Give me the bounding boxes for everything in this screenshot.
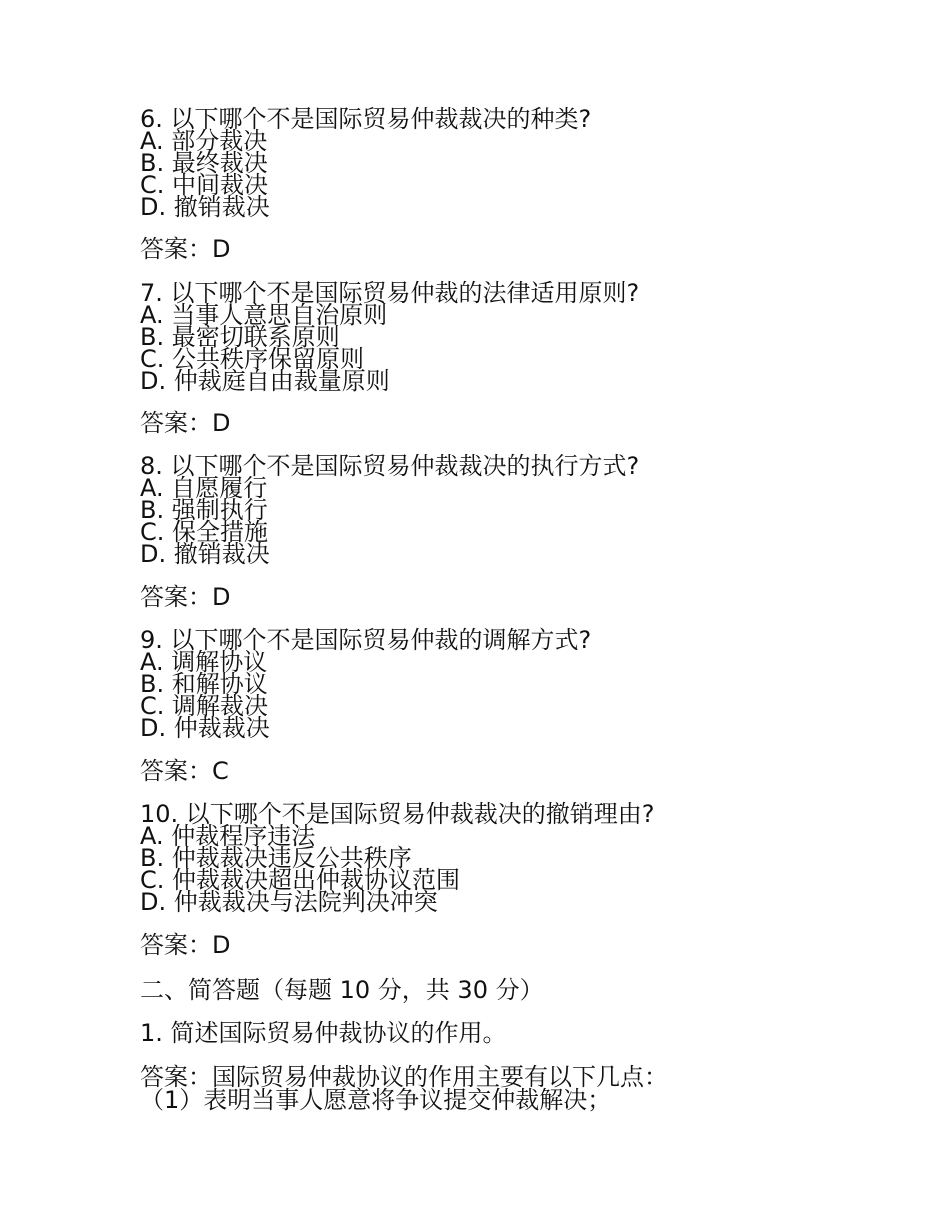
question-10 — [140, 800, 655, 916]
option-d: D. 仲裁裁决 — [140, 714, 270, 742]
option-c: C. 仲裁裁决超出仲裁协议范围 — [140, 866, 461, 894]
option-d: D. 仲裁裁决与法院判决冲突 — [140, 888, 438, 916]
answer-7: 答案：D — [140, 409, 231, 437]
option-d: D. 撤销裁决 — [140, 193, 270, 221]
option-c: C. 保全措施 — [140, 518, 269, 546]
question-6 — [140, 105, 592, 221]
question-stem: 6. 以下哪个不是国际贸易仲裁裁决的种类? — [140, 105, 592, 133]
option-b: B. 最终裁决 — [140, 149, 268, 177]
option-c: C. 中间裁决 — [140, 171, 269, 199]
option-b: B. 最密切联系原则 — [140, 323, 340, 351]
option-d: D. 撤销裁决 — [140, 540, 270, 568]
question-8 — [140, 452, 640, 568]
question-stem: 8. 以下哪个不是国际贸易仲裁裁决的执行方式? — [140, 452, 640, 480]
option-a: A. 调解协议 — [140, 648, 268, 676]
question-stem: 7. 以下哪个不是国际贸易仲裁的法律适用原则? — [140, 279, 640, 307]
question-9 — [140, 626, 592, 742]
short-answer-1-item-1: （1）表明当事人愿意将争议提交仲裁解决； — [140, 1086, 612, 1114]
option-a: A. 部分裁决 — [140, 127, 268, 155]
option-b: B. 强制执行 — [140, 496, 268, 524]
option-a: A. 自愿履行 — [140, 474, 268, 502]
option-a: A. 当事人意思自治原则 — [140, 301, 388, 329]
option-a: A. 仲裁程序违法 — [140, 822, 316, 850]
option-b: B. 仲裁裁决违反公共秩序 — [140, 844, 412, 872]
option-c: C. 公共秩序保留原则 — [140, 345, 365, 373]
short-answer-1-intro: 答案：国际贸易仲裁协议的作用主要有以下几点： — [140, 1063, 668, 1091]
option-c: C. 调解裁决 — [140, 692, 269, 720]
answer-10: 答案：D — [140, 931, 231, 959]
option-b: B. 和解协议 — [140, 670, 268, 698]
short-question-1: 1. 简述国际贸易仲裁协议的作用。 — [140, 1019, 507, 1047]
question-stem: 10. 以下哪个不是国际贸易仲裁裁决的撤销理由? — [140, 800, 655, 828]
answer-9: 答案：C — [140, 757, 229, 785]
section-title: 二、简答题（每题 10 分，共 30 分） — [140, 976, 544, 1004]
option-d: D. 仲裁庭自由裁量原则 — [140, 367, 390, 395]
question-7 — [140, 279, 640, 395]
answer-8: 答案：D — [140, 583, 231, 611]
question-stem: 9. 以下哪个不是国际贸易仲裁的调解方式? — [140, 626, 592, 654]
answer-6: 答案：D — [140, 235, 231, 263]
